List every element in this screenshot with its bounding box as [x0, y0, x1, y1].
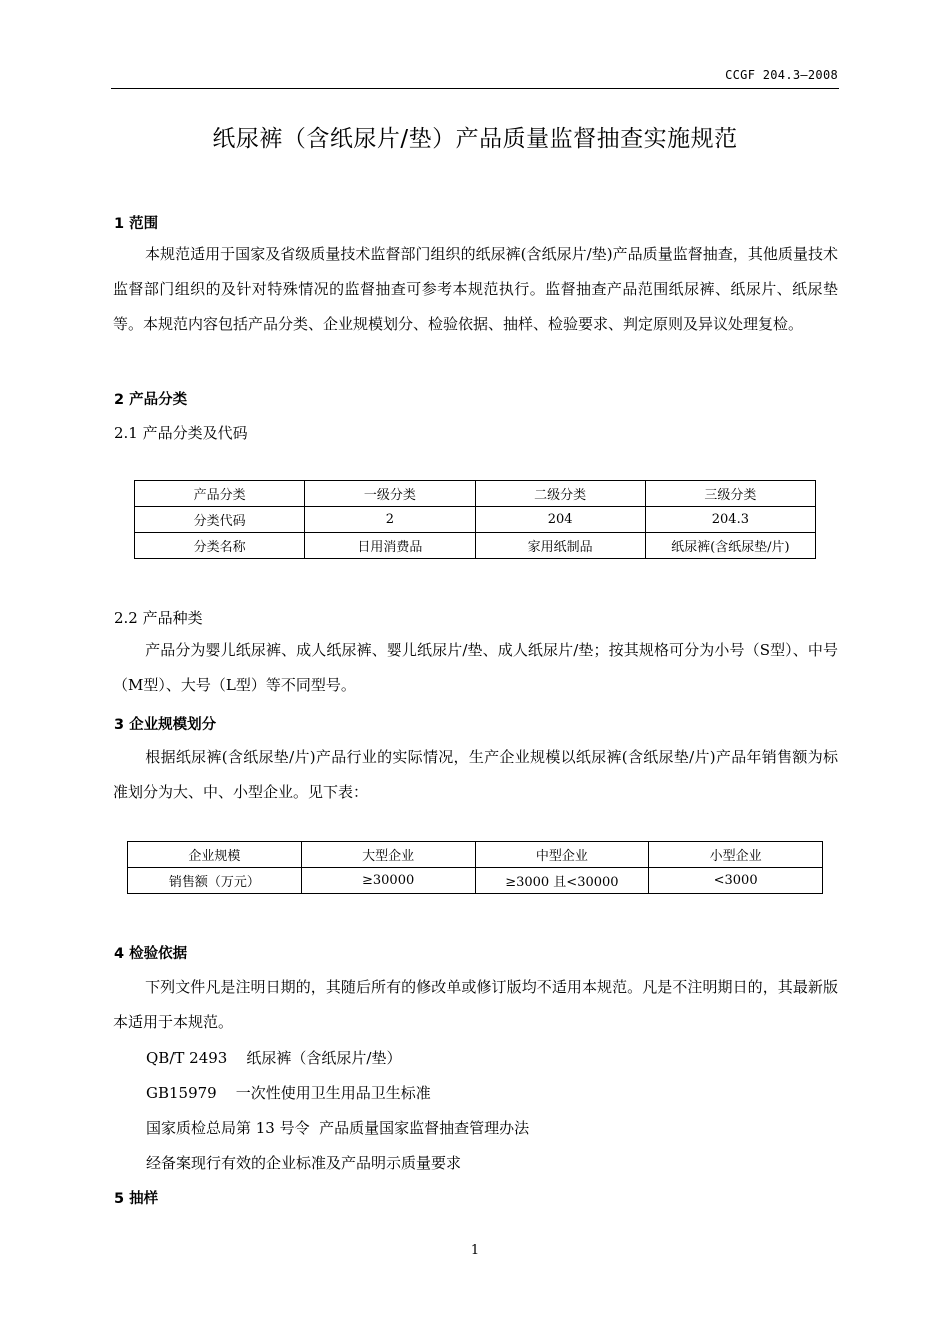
header-rule [111, 88, 839, 89]
table-cell: 产品分类 [135, 481, 305, 507]
table-cell: 204 [475, 507, 645, 533]
table-cell: 销售额（万元） [128, 868, 302, 894]
table-row [135, 533, 816, 559]
section-4-paragraph: 下列文件凡是注明日期的，其随后所有的修改单或修订版均不适用本规范。凡是不注明期日的，其最新版本适用于本规范。 [113, 978, 838, 1031]
table-cell: 大型企业 [301, 842, 475, 868]
table-cell: 纸尿裤(含纸尿垫/片) [645, 533, 815, 559]
section-2-2-heading: 2.2 产品种类 [114, 609, 203, 627]
table-cell: 二级分类 [475, 481, 645, 507]
table-cell: ≥30000 [301, 868, 475, 894]
section-2-2-paragraph: 产品分为婴儿纸尿裤、成人纸尿裤、婴儿纸尿片/垫、成人纸尿片/垫；按其规格可分为小号（S型）、中号（M型）、大号（L型）等不同型号。 [113, 641, 838, 694]
standard-code: CCGF 204.3—2008 [725, 68, 838, 82]
table-cell: 2 [305, 507, 475, 533]
section-5-heading: 5 抽样 [114, 1191, 159, 1207]
table-cell: 日用消费品 [305, 533, 475, 559]
section-4-heading: 4 检验依据 [114, 946, 188, 962]
table-cell: 分类名称 [135, 533, 305, 559]
section-2-1-heading: 2.1 产品分类及代码 [114, 424, 248, 442]
table-row [135, 507, 816, 533]
table-row [128, 842, 823, 868]
table-cell: 三级分类 [645, 481, 815, 507]
section-1-paragraph: 本规范适用于国家及省级质量技术监督部门组织的纸尿裤(含纸尿片/垫)产品质量监督抽查，其他质量技术监督部门组织的及针对特殊情况的监督抽查可参考本规范执行。监督抽查产品范围纸尿裤、纸尿片、纸尿垫等。本规范内容包括产品分类、企业规模划分、检验依据、抽样、检验要求、判定原则及异议处理复检。 [113, 245, 838, 333]
table-cell: 小型企业 [649, 842, 823, 868]
table-cell: <3000 [649, 868, 823, 894]
table-cell: 一级分类 [305, 481, 475, 507]
enterprise-scale-table [127, 841, 823, 894]
table-row [128, 868, 823, 894]
reference-item: 经备案现行有效的企业标准及产品明示质量要求 [146, 1154, 462, 1172]
reference-item: QB/T 2493 纸尿裤（含纸尿片/垫） [146, 1049, 402, 1067]
table-row [135, 481, 816, 507]
section-1-heading: 1 范围 [114, 216, 159, 232]
table-cell: 204.3 [645, 507, 815, 533]
section-2-heading: 2 产品分类 [114, 392, 188, 408]
document-title: 纸尿裤（含纸尿片/垫）产品质量监督抽查实施规范 [212, 126, 738, 152]
table-cell: ≥3000 且<30000 [475, 868, 649, 894]
section-3-heading: 3 企业规模划分 [114, 717, 217, 733]
page-number: 1 [470, 1243, 480, 1258]
classification-table [134, 480, 816, 559]
table-cell: 中型企业 [475, 842, 649, 868]
table-cell: 企业规模 [128, 842, 302, 868]
reference-item: 国家质检总局第 13 号令 产品质量国家监督抽查管理办法 [146, 1119, 530, 1137]
table-cell: 分类代码 [135, 507, 305, 533]
table-cell: 家用纸制品 [475, 533, 645, 559]
reference-item: GB15979 一次性使用卫生用品卫生标准 [146, 1084, 431, 1102]
section-3-paragraph: 根据纸尿裤(含纸尿垫/片)产品行业的实际情况，生产企业规模以纸尿裤(含纸尿垫/片)产品年销售额为标准划分为大、中、小型企业。见下表： [113, 748, 838, 801]
